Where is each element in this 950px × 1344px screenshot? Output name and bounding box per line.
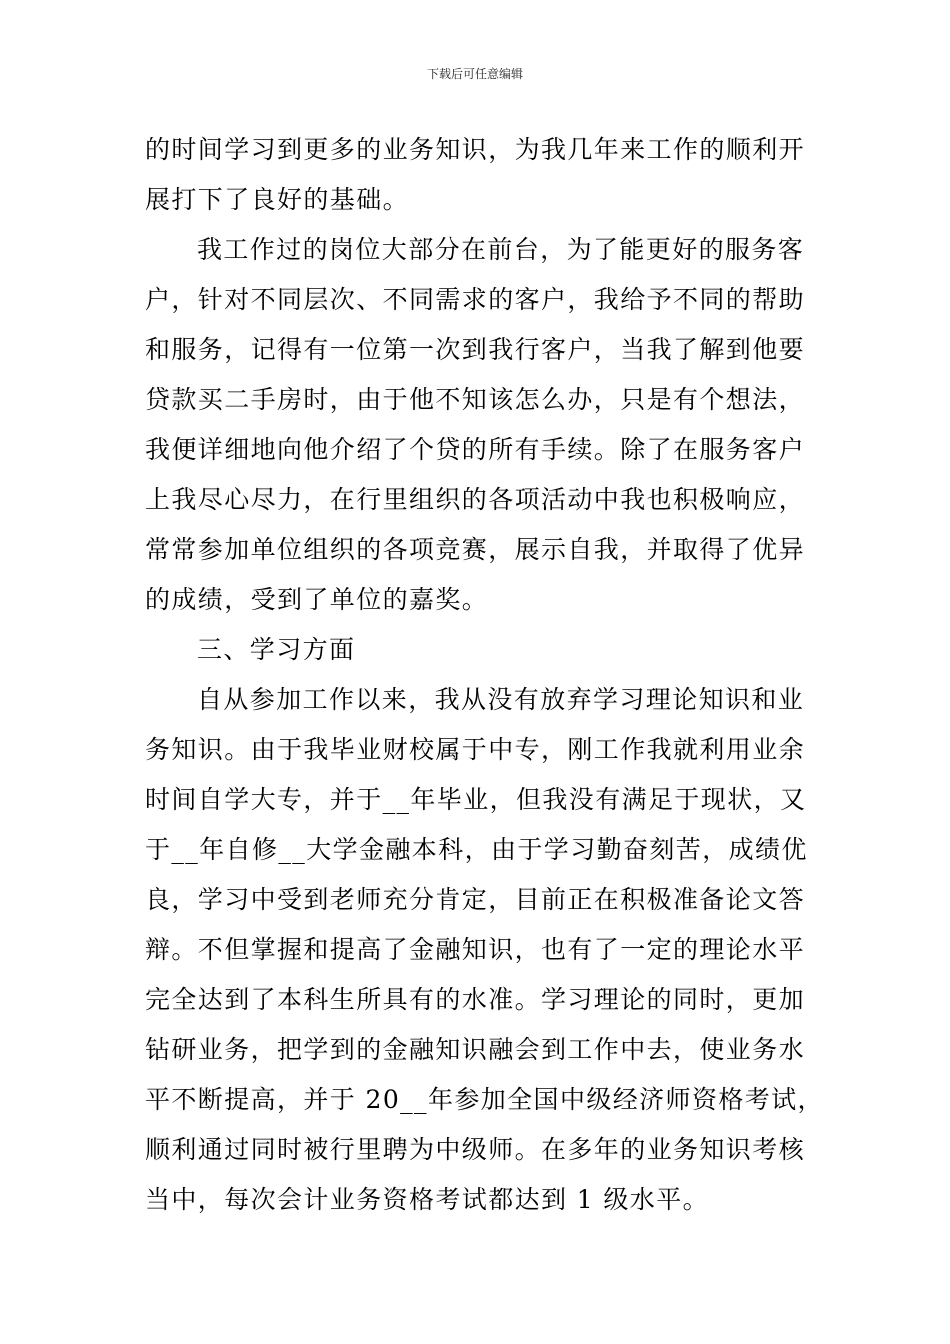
text-line: 时间自学大专，并于__年毕业，但我没有满足于现状，又: [145, 785, 807, 814]
text-line: 展打下了良好的基础。: [145, 185, 410, 214]
text-line: 贷款买二手房时，由于他不知该怎么办，只是有个想法，: [145, 385, 806, 414]
text-line: 于__年自修__大学金融本科，由于学习勤奋刻苦，成绩优: [145, 835, 808, 864]
text-line: 平不断提高，并于 20__年参加全国中级经济师资格考试，: [145, 1085, 824, 1114]
text-line: 户，针对不同层次、不同需求的客户，我给予不同的帮助: [145, 285, 806, 314]
text-line: 当中，每次会计业务资格考试都达到 1 级水平。: [145, 1185, 710, 1214]
text-line: 和服务，记得有一位第一次到我行客户，当我了解到他要: [145, 335, 806, 364]
text-line: 务知识。由于我毕业财校属于中专，刚工作我就利用业余: [145, 735, 806, 764]
text-line: 良，学习中受到老师充分肯定，目前正在积极准备论文答: [145, 885, 806, 914]
text-line: 的时间学习到更多的业务知识，为我几年来工作的顺利开: [145, 135, 806, 164]
section-heading: 三、学习方面: [197, 635, 356, 664]
document-body: [145, 125, 824, 1225]
text-line: 的成绩，受到了单位的嘉奖。: [145, 585, 489, 614]
text-line: 顺利通过同时被行里聘为中级师。在多年的业务知识考核: [145, 1135, 806, 1164]
text-line: 辩。不但掌握和提高了金融知识，也有了一定的理论水平: [145, 935, 806, 964]
text-line: 钻研业务，把学到的金融知识融会到工作中去，使业务水: [145, 1035, 806, 1064]
text-line: 完全达到了本科生所具有的水准。学习理论的同时，更加: [145, 985, 806, 1014]
page-header-note: 下载后可任意编辑: [426, 67, 523, 81]
paragraph-start-line: 自从参加工作以来，我从没有放弃学习理论知识和业: [197, 685, 805, 714]
text-line: 常常参加单位组织的各项竞赛，展示自我，并取得了优异: [145, 535, 806, 564]
text-line: 上我尽心尽力，在行里组织的各项活动中我也积极响应，: [145, 485, 806, 514]
paragraph-start-line: 我工作过的岗位大部分在前台，为了能更好的服务客: [197, 235, 805, 264]
text-line: 我便详细地向他介绍了个贷的所有手续。除了在服务客户: [145, 435, 806, 464]
